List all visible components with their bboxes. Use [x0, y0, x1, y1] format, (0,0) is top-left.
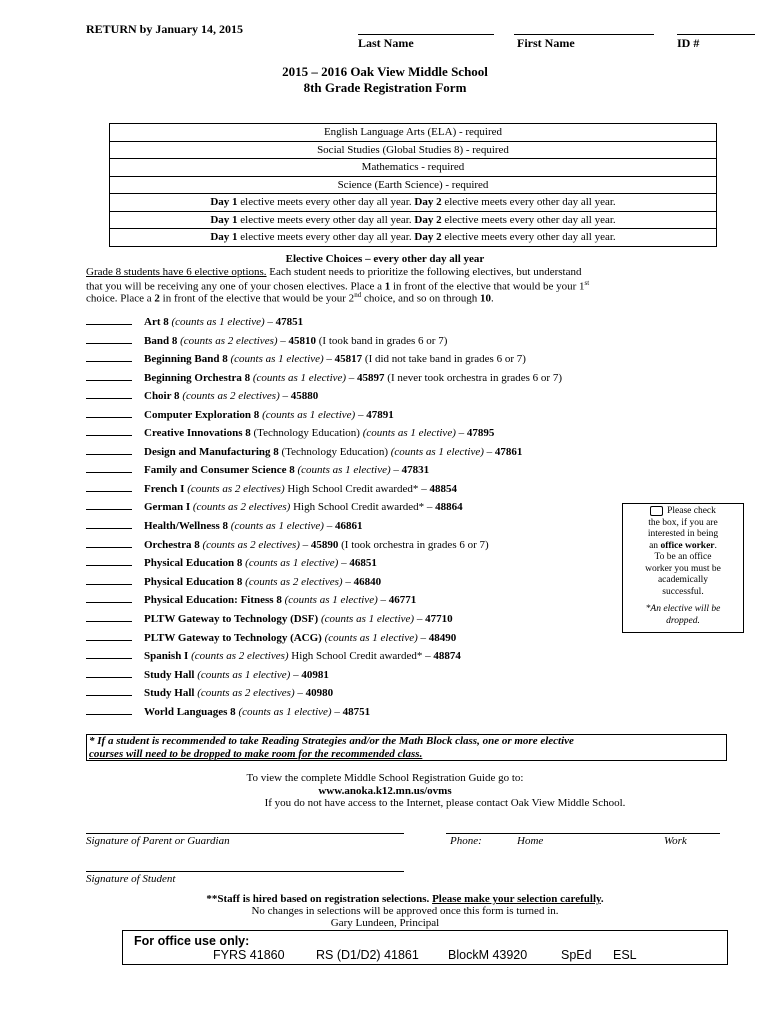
elective-note: (I did not take band in grades 6 or 7): [362, 353, 526, 365]
elective-name: Family and Consumer Science 8: [144, 464, 295, 476]
elective-count: (counts as 2 electives): [202, 539, 300, 551]
note-text: academically: [657, 575, 709, 586]
priority-blank[interactable]: [86, 387, 132, 399]
warning-text: courses will need to be dropped to make room for the recommended class.: [89, 748, 423, 760]
dash: –: [426, 501, 436, 513]
table-row: [110, 211, 717, 229]
course-code: 40980: [305, 687, 334, 699]
elective-count: (counts as 1 elective): [245, 557, 339, 569]
priority-blank[interactable]: [86, 591, 132, 603]
elective-name: Orchestra 8: [144, 539, 200, 551]
day-elective-row: [110, 229, 717, 247]
priority-blank[interactable]: [86, 703, 132, 715]
intro-sup: nd: [354, 291, 362, 299]
note-bold: office worker: [660, 540, 715, 551]
list-item: [86, 684, 333, 702]
course-code: 40981: [301, 669, 329, 681]
elective-count: (counts as 2 electives): [197, 687, 295, 699]
elective-name: World Languages 8: [144, 706, 236, 718]
table-row: [110, 124, 717, 142]
list-item: [86, 424, 494, 442]
priority-blank[interactable]: [86, 610, 132, 622]
last-name-label: Last Name: [358, 36, 414, 50]
course-code: 48751: [342, 706, 371, 718]
list-item: [86, 369, 562, 387]
list-item: [86, 461, 429, 479]
dash: –: [279, 390, 291, 402]
dash: –: [323, 353, 335, 365]
required-courses-table: [109, 123, 717, 247]
changes-note: No changes in selections will be approved once this form is turned in.: [251, 905, 559, 917]
elective-name: Computer Exploration 8: [144, 409, 260, 421]
elective-count-note: Grade 8 students have 6 elective options.: [86, 266, 267, 278]
list-item: [86, 703, 370, 721]
dash: –: [414, 613, 426, 625]
office-esl: ESL: [613, 948, 637, 962]
dash: –: [390, 464, 402, 476]
priority-blank[interactable]: [86, 461, 132, 473]
parent-signature-line[interactable]: [86, 833, 404, 834]
list-item: [86, 443, 522, 461]
course-code: 46851: [349, 557, 377, 569]
list-item: [86, 498, 463, 516]
note-text: *An elective will be: [645, 604, 721, 615]
list-item: [86, 554, 377, 572]
elective-name: Physical Education 8: [144, 576, 243, 588]
staff-text: **Staff is hired based on registration selections.: [206, 893, 433, 905]
day-text: elective meets every other day all year.: [441, 196, 616, 209]
elective-count: (counts as 2 electives): [182, 390, 280, 402]
course-code: 47895: [466, 427, 495, 439]
warning-box: [86, 734, 727, 761]
intro-sup: st: [584, 279, 590, 287]
list-item: [86, 387, 318, 405]
priority-blank[interactable]: [86, 350, 132, 362]
note-text: the box, if you are: [648, 517, 718, 528]
elective-name: Band 8: [144, 335, 178, 347]
note-text: successful.: [662, 586, 704, 597]
office-worker-checkbox[interactable]: [650, 506, 663, 516]
guide-text: To view the complete Middle School Registration Guide go to:: [246, 772, 524, 784]
staff-text: .: [600, 893, 604, 905]
table-row: [110, 194, 717, 212]
day2-label: Day 2: [414, 196, 442, 209]
parent-signature-label: Signature of Parent or Guardian: [86, 835, 230, 847]
elective-count: (counts as 1 elective): [324, 632, 418, 644]
course-code: 46840: [353, 576, 382, 588]
id-line[interactable]: [677, 34, 755, 35]
day1-label: Day 1: [210, 196, 238, 209]
elective-count: (counts as 1 elective): [262, 409, 356, 421]
priority-blank[interactable]: [86, 517, 132, 529]
course-code: 45880: [290, 390, 319, 402]
office-block: BlockM 43920: [448, 948, 528, 962]
dash: –: [331, 706, 343, 718]
note-text: dropped.: [666, 615, 700, 626]
priority-blank[interactable]: [86, 554, 132, 566]
elective-name: Study Hall: [144, 669, 195, 681]
priority-blank[interactable]: [86, 684, 132, 696]
elective-count: (counts as 1 elective): [252, 372, 347, 384]
elective-heading: Elective Choices – every other day all year: [285, 253, 485, 265]
priority-blank[interactable]: [86, 666, 132, 678]
home-label: Home: [517, 835, 544, 847]
course-code: 48490: [428, 632, 457, 644]
elective-dept: (Technology Education): [278, 446, 391, 458]
day2-label: Day 2: [414, 213, 442, 226]
day-text: elective meets every other day all year.: [237, 213, 415, 226]
staff-emphasis: Please make your selection carefully: [432, 893, 601, 905]
elective-note: (I never took orchestra in grades 6 or 7): [384, 372, 563, 384]
guide-contact: If you do not have access to the Internet, please contact Oak View Middle School.: [264, 797, 626, 809]
elective-count: (counts as 2 electives): [180, 335, 278, 347]
intro-text: in front of the elective that would be your 2: [159, 292, 355, 305]
dash: –: [421, 483, 430, 495]
course-code: 46861: [334, 520, 363, 532]
dash: –: [299, 539, 311, 551]
elective-name: Creative Innovations 8: [144, 427, 251, 439]
elective-name: French I: [144, 483, 185, 495]
elective-name: PLTW Gateway to Technology (DSF): [144, 613, 319, 625]
list-item: [86, 591, 416, 609]
dash: –: [294, 687, 306, 699]
office-rs: RS (D1/D2) 41861: [316, 948, 419, 962]
elective-name: Physical Education 8: [144, 557, 243, 569]
list-item: [86, 332, 447, 350]
elective-count: (counts as 1 elective): [320, 613, 415, 625]
priority-blank[interactable]: [86, 498, 132, 510]
office-use-box: [122, 930, 728, 965]
course-code: 48864: [435, 501, 463, 513]
elective-name: Design and Manufacturing 8: [144, 446, 279, 458]
office-worker-line: [623, 541, 743, 553]
elective-name: Beginning Orchestra 8: [144, 372, 251, 384]
priority-blank[interactable]: [86, 424, 132, 436]
phone-label: Phone:: [450, 835, 482, 847]
elective-name: Choir 8: [144, 390, 180, 402]
elective-count: (counts as 2 electives): [187, 483, 285, 495]
office-fyrs: FYRS 41860: [213, 948, 285, 962]
required-course: Science (Earth Science) - required: [110, 176, 717, 194]
credit-note: High School Credit awarded*: [284, 483, 422, 495]
list-item: [86, 573, 381, 591]
intro-number: 10: [480, 292, 492, 305]
course-code: 45897: [357, 372, 385, 384]
course-code: 47851: [275, 316, 304, 328]
required-course: English Language Arts (ELA) - required: [110, 124, 717, 142]
course-code: 47891: [366, 409, 394, 421]
course-code: 47861: [494, 446, 523, 458]
course-code: 48854: [429, 483, 457, 495]
elective-name: Physical Education: Fitness 8: [144, 594, 282, 606]
day1-label: Day 1: [210, 231, 238, 244]
list-item: [86, 536, 489, 554]
elective-count: (counts as 2 electives): [192, 501, 291, 513]
dash: –: [455, 427, 467, 439]
course-code: 48874: [433, 650, 461, 662]
elective-name: Beginning Band 8: [144, 353, 228, 365]
table-row: [110, 229, 717, 247]
intro-text: that you will be receiving any one of your chosen electives. Place a: [86, 280, 385, 293]
dash: –: [346, 372, 358, 384]
elective-name: Art 8: [144, 316, 169, 328]
office-worker-box: [622, 503, 744, 633]
course-code: 47710: [425, 613, 453, 625]
dash: –: [417, 632, 429, 644]
elective-dept: (Technology Education): [250, 427, 363, 439]
elective-count: (counts as 2 electives): [245, 576, 343, 588]
dash: –: [290, 669, 302, 681]
priority-blank[interactable]: [86, 332, 132, 344]
student-signature-label: Signature of Student: [86, 873, 176, 885]
elective-intro-line3: [86, 291, 494, 305]
day2-label: Day 2: [414, 231, 442, 244]
page-title-form: 8th Grade Registration Form: [303, 80, 467, 95]
priority-blank[interactable]: [86, 647, 132, 659]
elective-name: Health/Wellness 8: [144, 520, 229, 532]
dash: –: [342, 576, 354, 588]
note-text: interested in being: [647, 529, 719, 540]
note-text: .: [714, 540, 717, 551]
day-elective-row: [110, 211, 717, 229]
first-name-label: First Name: [517, 36, 575, 50]
list-item: [86, 666, 329, 684]
dash: –: [323, 520, 335, 532]
note-text: To be an office: [654, 552, 712, 563]
priority-blank[interactable]: [86, 369, 132, 381]
course-code: 45810: [288, 335, 317, 347]
list-item: [86, 517, 362, 535]
required-course: Mathematics - required: [110, 159, 717, 177]
day-text: elective meets every other day all year.: [237, 196, 415, 209]
course-code: 47831: [401, 464, 430, 476]
course-code: 46771: [388, 594, 417, 606]
intro-text: in front of the elective that would be your 1: [390, 280, 585, 293]
intro-text: Each student needs to prioritize the following electives, but understand: [266, 266, 582, 278]
return-by: RETURN by January 14, 2015: [86, 22, 244, 36]
staff-note: [0, 893, 770, 905]
day1-label: Day 1: [210, 213, 238, 226]
phone-line[interactable]: [446, 833, 720, 834]
work-label: Work: [664, 835, 687, 847]
day-text: elective meets every other day all year.: [237, 231, 415, 244]
elective-name: German I: [144, 501, 191, 513]
dash: –: [277, 335, 289, 347]
principal: Gary Lundeen, Principal: [330, 917, 440, 929]
course-code: 45817: [334, 353, 363, 365]
table-row: [110, 176, 717, 194]
elective-count: (counts as 2 electives): [191, 650, 289, 662]
note-text: worker you must be: [645, 563, 721, 574]
elective-count: (counts as 1 elective): [390, 446, 484, 458]
intro-number: 2: [154, 292, 160, 305]
elective-note: (I took orchestra in grades 6 or 7): [338, 539, 489, 551]
dash: –: [355, 409, 367, 421]
warning-text: * If a student is recommended to take Reading Strategies and/or the Math Block class, one or more elective: [89, 735, 574, 747]
elective-count: (counts as 1 elective): [230, 520, 324, 532]
elective-count: (counts as 1 elective): [297, 464, 391, 476]
credit-note: High School Credit awarded*: [290, 501, 427, 513]
priority-blank[interactable]: [86, 406, 132, 418]
intro-number: 1: [384, 280, 391, 293]
guide-url[interactable]: www.anoka.k12.mn.us/ovms: [318, 785, 452, 797]
page-title-school: 2015 – 2016 Oak View Middle School: [282, 64, 488, 79]
day-text: elective meets every other day all year.: [441, 213, 616, 226]
list-item: [86, 350, 526, 368]
dash: –: [338, 557, 350, 569]
priority-blank[interactable]: [86, 629, 132, 641]
list-item: [86, 647, 461, 665]
dash: –: [483, 446, 495, 458]
priority-blank[interactable]: [86, 313, 132, 325]
office-sped: SpEd: [561, 948, 592, 962]
priority-blank[interactable]: [86, 443, 132, 455]
office-worker-line: [623, 506, 743, 518]
office-use-title: For office use only:: [134, 934, 250, 948]
table-row: [110, 141, 717, 159]
elective-count: (counts as 1 elective): [284, 594, 378, 606]
note-text: an: [649, 540, 661, 551]
note-text: Please check: [667, 506, 716, 517]
credit-note: High School Credit awarded*: [288, 650, 426, 662]
priority-blank[interactable]: [86, 480, 132, 492]
last-name-line[interactable]: [358, 34, 494, 35]
day-text: elective meets every other day all year.: [441, 231, 616, 244]
priority-blank[interactable]: [86, 573, 132, 585]
elective-name: PLTW Gateway to Technology (ACG): [144, 632, 322, 644]
list-item: [86, 313, 303, 331]
elective-count: (counts as 1 elective): [238, 706, 332, 718]
first-name-line[interactable]: [514, 34, 654, 35]
list-item: [86, 610, 453, 628]
course-code: 45890: [310, 539, 339, 551]
required-course: Social Studies (Global Studies 8) - required: [110, 141, 717, 159]
dash: –: [377, 594, 389, 606]
elective-name: Study Hall: [144, 687, 195, 699]
intro-text: .: [491, 292, 494, 305]
intro-text: choice. Place a: [86, 292, 155, 305]
elective-count: (counts as 1 elective): [171, 316, 265, 328]
day-elective-row: [110, 194, 717, 212]
table-row: [110, 159, 717, 177]
student-signature-line[interactable]: [86, 871, 404, 872]
list-item: [86, 406, 394, 424]
elective-count: (counts as 1 elective): [362, 427, 456, 439]
list-item: [86, 480, 457, 498]
elective-intro-line1: [86, 266, 582, 278]
elective-count: (counts as 1 elective): [197, 669, 291, 681]
elective-name: Spanish I: [144, 650, 189, 662]
dash: –: [264, 316, 276, 328]
elective-note: (I took band in grades 6 or 7): [316, 335, 448, 347]
priority-blank[interactable]: [86, 536, 132, 548]
list-item: [86, 629, 456, 647]
dash: –: [425, 650, 434, 662]
intro-text: choice, and so on through: [361, 292, 481, 305]
elective-count: (counts as 1 elective): [230, 353, 324, 365]
id-label: ID #: [677, 36, 700, 50]
